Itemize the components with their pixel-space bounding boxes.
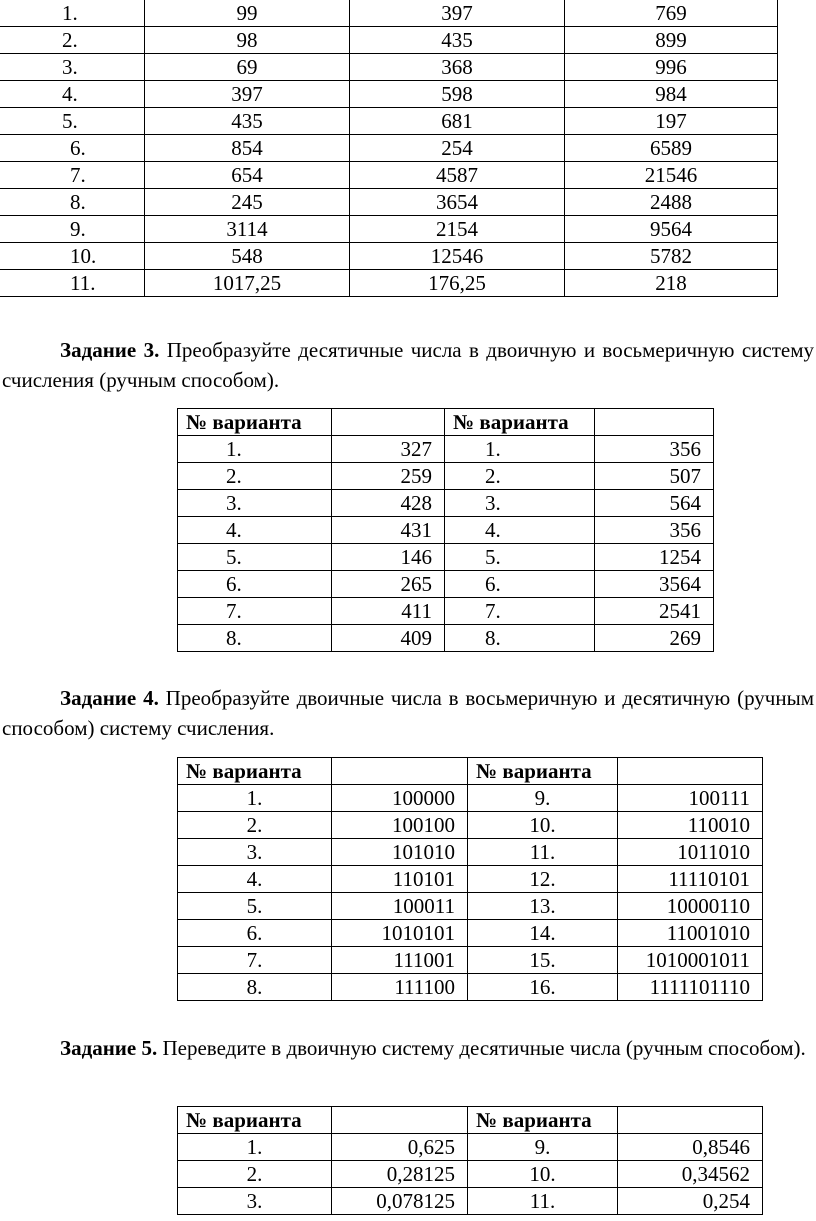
table-row: [178, 866, 763, 893]
column-header-empty: [332, 409, 445, 436]
row-number-cell: 6.: [0, 135, 145, 162]
table-row: [0, 81, 778, 108]
value-cell: 100111: [618, 785, 763, 812]
value-cell: 327: [332, 436, 445, 463]
value-cell: 5782: [565, 243, 778, 270]
value-cell: 397: [145, 81, 350, 108]
task-5-label: Задание 5.: [60, 1036, 158, 1060]
value-cell: 854: [145, 135, 350, 162]
value-cell: 0,078125: [332, 1188, 468, 1215]
value-cell: 110010: [618, 812, 763, 839]
value-cell: 507: [595, 463, 714, 490]
value-cell: 435: [350, 27, 565, 54]
variant-number-cell: 8.: [445, 625, 595, 652]
value-cell: 548: [145, 243, 350, 270]
table-row: [0, 270, 778, 297]
table-row: [178, 839, 763, 866]
table-row: [178, 571, 714, 598]
value-cell: 101010: [332, 839, 468, 866]
variant-number-cell: 4.: [178, 517, 332, 544]
variant-number-cell: 7.: [178, 598, 332, 625]
value-cell: 3564: [595, 571, 714, 598]
task-5-text: Переведите в двоичную систему десятичные числа (ручным способом).: [157, 1036, 806, 1060]
variant-number-cell: 8.: [178, 625, 332, 652]
value-cell: 254: [350, 135, 565, 162]
variant-number-cell: 2.: [178, 1161, 332, 1188]
value-cell: 598: [350, 81, 565, 108]
variant-number-cell: 10.: [468, 812, 618, 839]
variant-number-cell: 12.: [468, 866, 618, 893]
variant-number-cell: 1.: [178, 1134, 332, 1161]
value-cell: 10000110: [618, 893, 763, 920]
value-cell: 411: [332, 598, 445, 625]
column-header-variant: № варианта: [178, 758, 332, 785]
value-cell: 12546: [350, 243, 565, 270]
variant-number-cell: 2.: [178, 463, 332, 490]
column-header-empty: [618, 758, 763, 785]
value-cell: 197: [565, 108, 778, 135]
value-cell: 564: [595, 490, 714, 517]
table-row: [178, 893, 763, 920]
table-row: [178, 490, 714, 517]
value-cell: 0,34562: [618, 1161, 763, 1188]
variant-number-cell: 8.: [178, 974, 332, 1001]
task-3-text: Преобразуйте десятичные числа в двоичную и восьмеричную систему счисления (ручным способом).: [2, 338, 814, 392]
table-row: [178, 598, 714, 625]
table-header-row: [178, 758, 763, 785]
value-cell: 1011010: [618, 839, 763, 866]
variant-number-cell: 1.: [178, 785, 332, 812]
value-cell: 6589: [565, 135, 778, 162]
table-task-4: [177, 757, 763, 1001]
table-row: [178, 544, 714, 571]
variant-number-cell: 3.: [178, 1188, 332, 1215]
variant-number-cell: 10.: [468, 1161, 618, 1188]
value-cell: 2541: [595, 598, 714, 625]
value-cell: 111001: [332, 947, 468, 974]
value-cell: 428: [332, 490, 445, 517]
value-cell: 11110101: [618, 866, 763, 893]
value-cell: 409: [332, 625, 445, 652]
table-row: [178, 974, 763, 1001]
variant-number-cell: 13.: [468, 893, 618, 920]
table-task-5: [177, 1106, 763, 1215]
table-row: [178, 947, 763, 974]
task-4-paragraph: [2, 683, 814, 743]
column-header-empty: [618, 1107, 763, 1134]
table-numbers-1: [0, 0, 778, 297]
value-cell: 0,254: [618, 1188, 763, 1215]
table-row: [0, 135, 778, 162]
value-cell: 3114: [145, 216, 350, 243]
column-header-variant: № варианта: [178, 1107, 332, 1134]
row-number-cell: 11.: [0, 270, 145, 297]
task-4-text: Преобразуйте двоичные числа в восьмеричную и десятичную (ручным способом) систему счисления.: [2, 686, 814, 740]
column-header-variant: № варианта: [445, 409, 595, 436]
variant-number-cell: 5.: [178, 544, 332, 571]
variant-number-cell: 4.: [178, 866, 332, 893]
variant-number-cell: 9.: [468, 1134, 618, 1161]
table-row: [0, 162, 778, 189]
value-cell: 176,25: [350, 270, 565, 297]
value-cell: 397: [350, 0, 565, 27]
value-cell: 654: [145, 162, 350, 189]
value-cell: 368: [350, 54, 565, 81]
variant-number-cell: 9.: [468, 785, 618, 812]
row-number-cell: 2.: [0, 27, 145, 54]
task-3-paragraph: [2, 335, 814, 395]
table-task-3-body: [178, 409, 714, 652]
table-row: [0, 0, 778, 27]
row-number-cell: 3.: [0, 54, 145, 81]
variant-number-cell: 1.: [178, 436, 332, 463]
column-header-variant: № варианта: [178, 409, 332, 436]
table-task-4-body: [178, 758, 763, 1001]
value-cell: 1017,25: [145, 270, 350, 297]
variant-number-cell: 5.: [178, 893, 332, 920]
variant-number-cell: 1.: [445, 436, 595, 463]
table-row: [178, 517, 714, 544]
table-row: [0, 27, 778, 54]
table-row: [178, 785, 763, 812]
value-cell: 356: [595, 517, 714, 544]
value-cell: 4587: [350, 162, 565, 189]
variant-number-cell: 3.: [445, 490, 595, 517]
value-cell: 21546: [565, 162, 778, 189]
value-cell: 2154: [350, 216, 565, 243]
value-cell: 681: [350, 108, 565, 135]
value-cell: 265: [332, 571, 445, 598]
row-number-cell: 9.: [0, 216, 145, 243]
task-4-label: Задание 4.: [60, 686, 159, 710]
value-cell: 0,8546: [618, 1134, 763, 1161]
value-cell: 1010101: [332, 920, 468, 947]
variant-number-cell: 6.: [445, 571, 595, 598]
variant-number-cell: 11.: [468, 839, 618, 866]
value-cell: 98: [145, 27, 350, 54]
column-header-empty: [332, 758, 468, 785]
value-cell: 245: [145, 189, 350, 216]
row-number-cell: 5.: [0, 108, 145, 135]
table-row: [178, 436, 714, 463]
value-cell: 146: [332, 544, 445, 571]
value-cell: 3654: [350, 189, 565, 216]
row-number-cell: 8.: [0, 189, 145, 216]
value-cell: 984: [565, 81, 778, 108]
table-row: [178, 463, 714, 490]
value-cell: 100100: [332, 812, 468, 839]
table-row: [0, 189, 778, 216]
variant-number-cell: 11.: [468, 1188, 618, 1215]
variant-number-cell: 7.: [178, 947, 332, 974]
variant-number-cell: 15.: [468, 947, 618, 974]
row-number-cell: 4.: [0, 81, 145, 108]
variant-number-cell: 6.: [178, 571, 332, 598]
value-cell: 99: [145, 0, 350, 27]
value-cell: 0,28125: [332, 1161, 468, 1188]
value-cell: 100000: [332, 785, 468, 812]
value-cell: 100011: [332, 893, 468, 920]
value-cell: 899: [565, 27, 778, 54]
value-cell: 110101: [332, 866, 468, 893]
value-cell: 435: [145, 108, 350, 135]
task-3-label: Задание 3.: [60, 338, 160, 362]
variant-number-cell: 5.: [445, 544, 595, 571]
value-cell: 1010001011: [618, 947, 763, 974]
column-header-variant: № варианта: [468, 1107, 618, 1134]
table-row: [178, 920, 763, 947]
value-cell: 2488: [565, 189, 778, 216]
variant-number-cell: 7.: [445, 598, 595, 625]
variant-number-cell: 2.: [178, 812, 332, 839]
value-cell: 996: [565, 54, 778, 81]
variant-number-cell: 16.: [468, 974, 618, 1001]
value-cell: 1111101110: [618, 974, 763, 1001]
variant-number-cell: 3.: [178, 839, 332, 866]
value-cell: 11001010: [618, 920, 763, 947]
table-task-5-body: [178, 1107, 763, 1215]
value-cell: 356: [595, 436, 714, 463]
table-row: [178, 1134, 763, 1161]
value-cell: 0,625: [332, 1134, 468, 1161]
value-cell: 1254: [595, 544, 714, 571]
table-row: [178, 625, 714, 652]
variant-number-cell: 6.: [178, 920, 332, 947]
value-cell: 259: [332, 463, 445, 490]
value-cell: 269: [595, 625, 714, 652]
table-header-row: [178, 1107, 763, 1134]
variant-number-cell: 14.: [468, 920, 618, 947]
table-task-3: [177, 408, 714, 652]
value-cell: 431: [332, 517, 445, 544]
row-number-cell: 7.: [0, 162, 145, 189]
table-row: [0, 54, 778, 81]
value-cell: 9564: [565, 216, 778, 243]
column-header-variant: № варианта: [468, 758, 618, 785]
table-row: [178, 1188, 763, 1215]
row-number-cell: 1.: [0, 0, 145, 27]
task-5-paragraph: [2, 1033, 814, 1063]
table-row: [0, 216, 778, 243]
value-cell: 769: [565, 0, 778, 27]
value-cell: 218: [565, 270, 778, 297]
value-cell: 69: [145, 54, 350, 81]
variant-number-cell: 3.: [178, 490, 332, 517]
row-number-cell: 10.: [0, 243, 145, 270]
table-header-row: [178, 409, 714, 436]
variant-number-cell: 2.: [445, 463, 595, 490]
column-header-empty: [332, 1107, 468, 1134]
table-numbers-1-body: [0, 0, 778, 297]
table-row: [0, 108, 778, 135]
table-row: [0, 243, 778, 270]
value-cell: 111100: [332, 974, 468, 1001]
table-row: [178, 812, 763, 839]
table-row: [178, 1161, 763, 1188]
column-header-empty: [595, 409, 714, 436]
variant-number-cell: 4.: [445, 517, 595, 544]
